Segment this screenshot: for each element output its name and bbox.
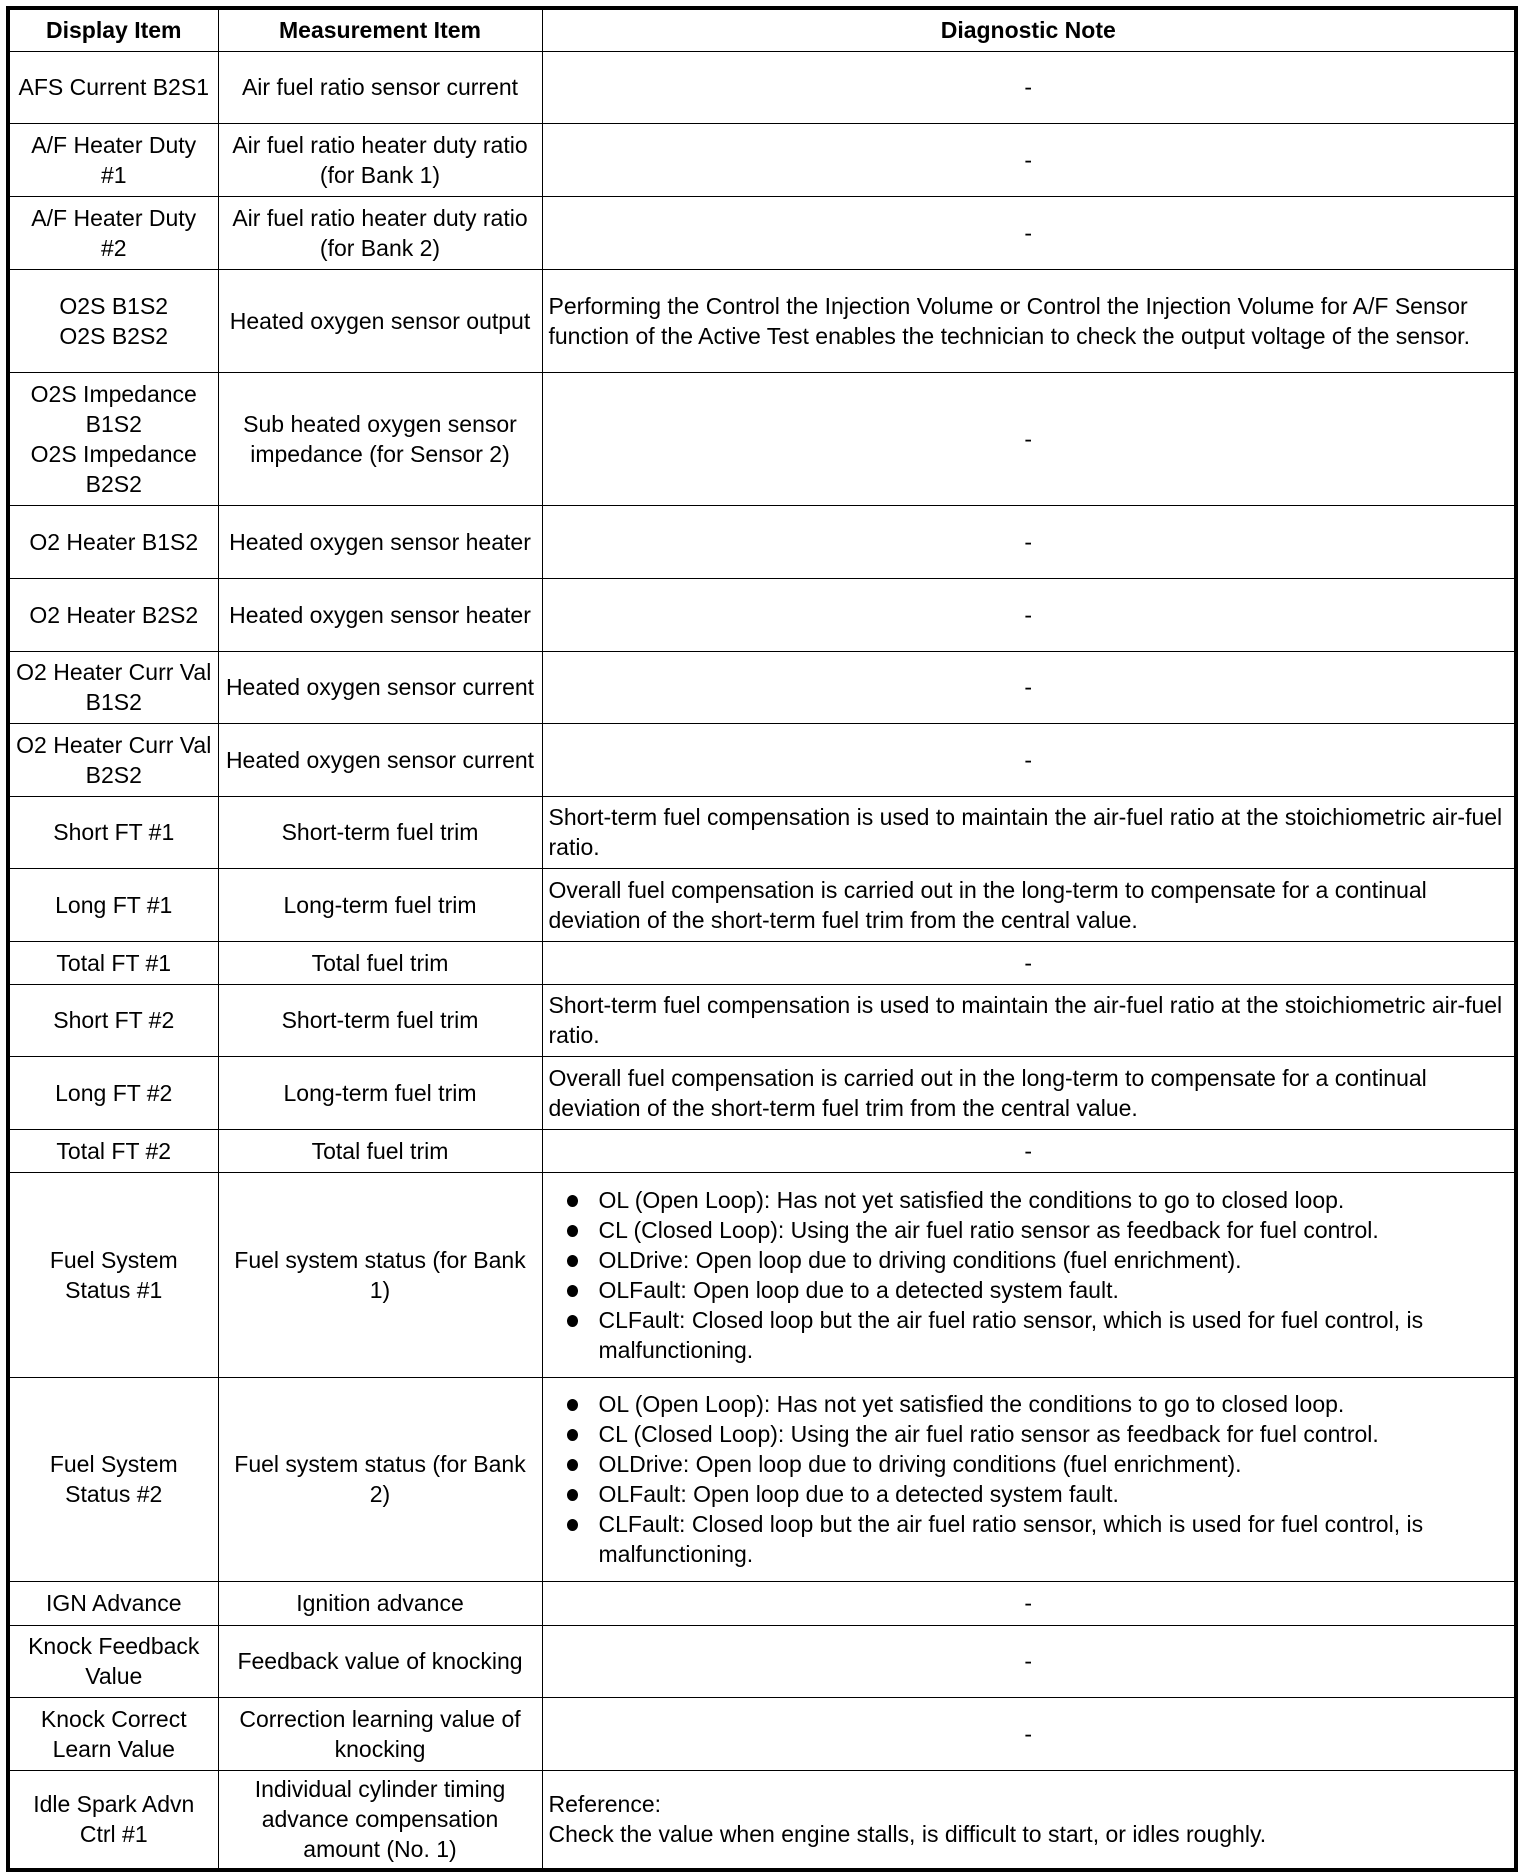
measurement-item: Heated oxygen sensor output (218, 269, 542, 372)
measurement-item: Sub heated oxygen sensor impedance (for Sensor 2) (218, 372, 542, 505)
diagnostic-note: - (542, 1129, 1516, 1172)
diagnostic-note: - (542, 372, 1516, 505)
header-display-item: Display Item (8, 8, 218, 51)
table-row (8, 1172, 1516, 1377)
diagnostic-note: - (542, 578, 1516, 651)
display-item: O2S B1S2 O2S B2S2 (8, 269, 218, 372)
diagnostic-note: - (542, 1581, 1516, 1625)
measurement-item: Short-term fuel trim (218, 796, 542, 868)
diagnostic-note (542, 1770, 1516, 1870)
list-item: CL (Closed Loop): Using the air fuel ratio sensor as feedback for fuel control. (563, 1419, 1509, 1449)
display-item: IGN Advance (8, 1581, 218, 1625)
fuel-status-list (549, 1389, 1509, 1569)
diagnostic-note: - (542, 941, 1516, 984)
table-row (8, 941, 1516, 984)
fuel-status-list (549, 1185, 1509, 1365)
diagnostic-note (542, 1172, 1516, 1377)
measurement-item: Total fuel trim (218, 941, 542, 984)
table-row (8, 1056, 1516, 1129)
table-row (8, 868, 1516, 941)
diagnostic-note: - (542, 1697, 1516, 1770)
measurement-item: Total fuel trim (218, 1129, 542, 1172)
diagnostic-note: Performing the Control the Injection Volume or Control the Injection Volume for A/F Sensor function of the Active Test enables the technician to check the output voltage of the sensor. (542, 269, 1516, 372)
display-item: Fuel System Status #2 (8, 1377, 218, 1581)
diagnostic-note: - (542, 651, 1516, 723)
diagnostic-note: - (542, 723, 1516, 796)
table-row (8, 123, 1516, 196)
table-row (8, 723, 1516, 796)
measurement-item: Air fuel ratio heater duty ratio (for Bank 1) (218, 123, 542, 196)
table-row (8, 372, 1516, 505)
measurement-item: Short-term fuel trim (218, 984, 542, 1056)
diagnostic-note: - (542, 505, 1516, 578)
display-item: O2 Heater B1S2 (8, 505, 218, 578)
display-item: O2 Heater Curr Val B1S2 (8, 651, 218, 723)
display-item: Knock Correct Learn Value (8, 1697, 218, 1770)
table-row (8, 984, 1516, 1056)
table-row (8, 1697, 1516, 1770)
display-item: Short FT #1 (8, 796, 218, 868)
header-diagnostic-note: Diagnostic Note (542, 8, 1516, 51)
measurement-item: Feedback value of knocking (218, 1625, 542, 1697)
measurement-item: Long-term fuel trim (218, 1056, 542, 1129)
diagnostic-note: Overall fuel compensation is carried out in the long-term to compensate for a continual deviation of the short-term fuel trim from the central value. (542, 868, 1516, 941)
display-item: Fuel System Status #1 (8, 1172, 218, 1377)
measurement-item: Fuel system status (for Bank 1) (218, 1172, 542, 1377)
display-item: Long FT #1 (8, 868, 218, 941)
display-item: Knock Feedback Value (8, 1625, 218, 1697)
measurement-item: Heated oxygen sensor heater (218, 505, 542, 578)
list-item: OLFault: Open loop due to a detected system fault. (563, 1275, 1509, 1305)
diagnostic-data-table (6, 6, 1518, 1872)
display-item: Idle Spark Advn Ctrl #1 (8, 1770, 218, 1870)
measurement-item: Long-term fuel trim (218, 868, 542, 941)
display-item: A/F Heater Duty #1 (8, 123, 218, 196)
measurement-item: Correction learning value of knocking (218, 1697, 542, 1770)
table-row (8, 1770, 1516, 1870)
diagnostic-note: Short-term fuel compensation is used to maintain the air-fuel ratio at the stoichiometric air-fuel ratio. (542, 796, 1516, 868)
measurement-item: Heated oxygen sensor current (218, 651, 542, 723)
table-row (8, 651, 1516, 723)
diagnostic-note (542, 1377, 1516, 1581)
measurement-item: Heated oxygen sensor current (218, 723, 542, 796)
list-item: CLFault: Closed loop but the air fuel ratio sensor, which is used for fuel control, is malfunctioning. (563, 1305, 1509, 1365)
display-item: Long FT #2 (8, 1056, 218, 1129)
diagnostic-note: Short-term fuel compensation is used to maintain the air-fuel ratio at the stoichiometric air-fuel ratio. (542, 984, 1516, 1056)
display-item: Total FT #1 (8, 941, 218, 984)
list-item: CL (Closed Loop): Using the air fuel ratio sensor as feedback for fuel control. (563, 1215, 1509, 1245)
table-row (8, 51, 1516, 123)
measurement-item: Fuel system status (for Bank 2) (218, 1377, 542, 1581)
list-item: OL (Open Loop): Has not yet satisfied the conditions to go to closed loop. (563, 1185, 1509, 1215)
table-row (8, 269, 1516, 372)
list-item: OLDrive: Open loop due to driving conditions (fuel enrichment). (563, 1245, 1509, 1275)
display-item: Total FT #2 (8, 1129, 218, 1172)
table-row (8, 578, 1516, 651)
display-item: Short FT #2 (8, 984, 218, 1056)
table-row (8, 1625, 1516, 1697)
diagnostic-note: - (542, 51, 1516, 123)
display-item: AFS Current B2S1 (8, 51, 218, 123)
measurement-item: Heated oxygen sensor heater (218, 578, 542, 651)
table-row (8, 1581, 1516, 1625)
reference-label: Reference: (548, 1791, 662, 1818)
measurement-item: Individual cylinder timing advance compensation amount (No. 1) (218, 1770, 542, 1870)
list-item: OLDrive: Open loop due to driving conditions (fuel enrichment). (563, 1449, 1509, 1479)
table-header-row (8, 8, 1516, 51)
display-item: O2 Heater Curr Val B2S2 (8, 723, 218, 796)
reference-text: Check the value when engine stalls, is difficult to start, or idles roughly. (548, 1821, 1267, 1848)
list-item: OLFault: Open loop due to a detected system fault. (563, 1479, 1509, 1509)
display-item: O2S Impedance B1S2 O2S Impedance B2S2 (8, 372, 218, 505)
measurement-item: Ignition advance (218, 1581, 542, 1625)
measurement-item: Air fuel ratio heater duty ratio (for Bank 2) (218, 196, 542, 269)
measurement-item: Air fuel ratio sensor current (218, 51, 542, 123)
list-item: OL (Open Loop): Has not yet satisfied the conditions to go to closed loop. (563, 1389, 1509, 1419)
diagnostic-note: - (542, 1625, 1516, 1697)
table-row (8, 1377, 1516, 1581)
table-row (8, 1129, 1516, 1172)
display-item: O2 Heater B2S2 (8, 578, 218, 651)
table-row (8, 505, 1516, 578)
header-measurement-item: Measurement Item (218, 8, 542, 51)
table-row (8, 196, 1516, 269)
table-row (8, 796, 1516, 868)
display-item: A/F Heater Duty #2 (8, 196, 218, 269)
diagnostic-note: - (542, 196, 1516, 269)
diagnostic-note: Overall fuel compensation is carried out in the long-term to compensate for a continual deviation of the short-term fuel trim from the central value. (542, 1056, 1516, 1129)
list-item: CLFault: Closed loop but the air fuel ratio sensor, which is used for fuel control, is malfunctioning. (563, 1509, 1509, 1569)
diagnostic-note: - (542, 123, 1516, 196)
